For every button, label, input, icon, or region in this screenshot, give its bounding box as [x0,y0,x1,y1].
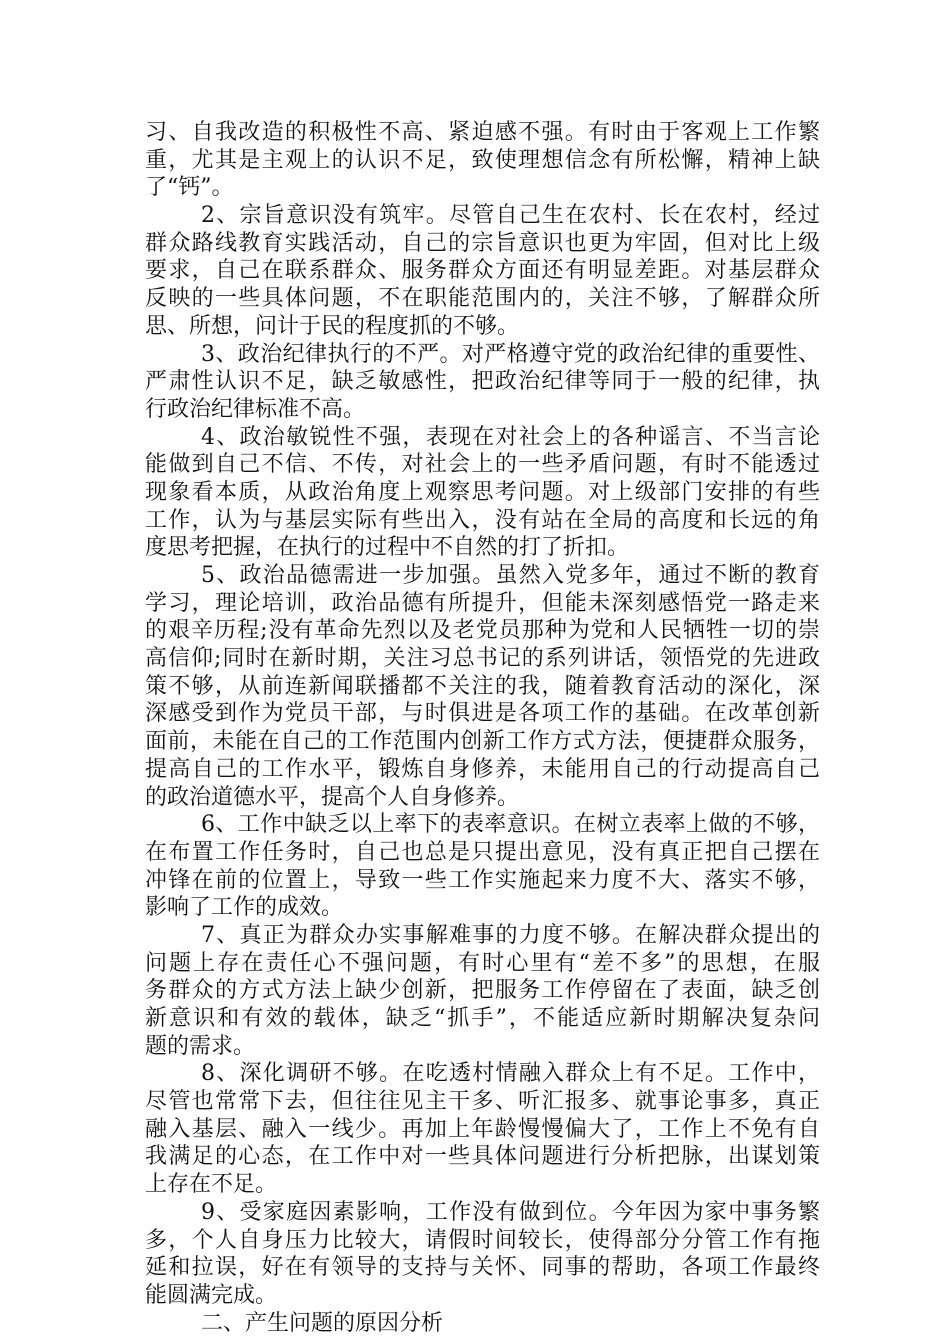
text-line: 3、政治纪律执行的不严。对严格遵守党的政治纪律的重要性、 [201,341,820,367]
paragraph [145,562,820,811]
text-line: 延和拉误，好在有领导的支持与关怀、同事的帮助，各项工作最终 [145,1255,820,1281]
text-line: 我满足的心态，在工作中对一些具体问题进行分析把脉，出谋划策 [145,1144,820,1170]
text-line: 现象看本质，从政治角度上观察思考问题。对上级部门安排的有些 [145,479,820,505]
text-line: 新意识和有效的载体，缺乏“抓手”，不能适应新时期解决复杂问 [145,1006,820,1031]
text-line: 严肃性认识不足，缺乏敏感性，把政治纪律等同于一般的纪律，执 [145,369,820,395]
text-line: 5、政治品德需进一步加强。虽然入党多年，通过不断的教育 [201,563,820,588]
text-line: 思、所想，问计于民的程度抓的不够。 [145,313,520,339]
text-line: 工作，认为与基层实际有些出入，没有站在全局的高度和长远的角 [145,507,820,533]
text-line: 面前，未能在自己的工作范围内创新工作方式方法，便捷群众服务， [145,729,820,755]
text-line: 问题上存在责任心不强问题，有时心里有“差不多”的思想，在服 [145,950,820,976]
paragraph [145,424,820,562]
text-line: 学习，理论培训，政治品德有所提升，但能未深刻感悟党一路走来 [145,590,820,616]
text-line: 群众路线教育实践活动，自己的宗旨意识也更为牢固，但对比上级 [145,230,820,256]
document-body [145,119,820,1337]
paragraph [145,1060,820,1198]
text-line: 能做到自己不信、不传，对社会上的一些矛盾问题，有时不能透过 [145,452,820,478]
text-line: 行政治纪律标准不高。 [145,396,366,422]
text-line: 反映的一些具体问题，不在职能范围内的，关注不够，了解群众所 [145,286,820,312]
text-line: 深感受到作为党员干部，与时俱进是各项工作的基础。在改革创新 [145,701,820,727]
text-line: 重，尤其是主观上的认识不足，致使理想信念有所松懈，精神上缺 [145,147,820,173]
text-line: 融入基层、融入一线少。再加上年龄慢慢偏大了，工作上不免有自 [145,1116,820,1142]
text-line: 了“钙”。 [145,175,234,201]
text-line: 要求，自己在联系群众、服务群众方面还有明显差距。对基层群众 [145,258,820,284]
text-line: 的艰辛历程;没有革命先烈以及老党员那种为党和人民牺牲一切的崇 [145,618,820,644]
text-line: 在布置工作任务时，自己也总是只提出意见，没有真正把自己摆在 [145,839,820,865]
text-line: 8、深化调研不够。在吃透村情融入群众上有不足。工作中， [201,1061,820,1087]
text-line: 2、宗旨意识没有筑牢。尽管自己生在农村、长在农村，经过 [201,203,820,229]
paragraph [145,119,820,202]
text-line: 的政治道德水平，提高个人自身修养。 [145,784,520,810]
paragraph [145,341,820,424]
text-line: 冲锋在前的位置上，导致一些工作实施起来力度不大、落实不够， [145,867,820,893]
text-line: 提高自己的工作水平，锻炼自身修养，未能用自己的行动提高自己 [145,756,820,782]
text-line: 上存在不足。 [145,1172,278,1198]
text-line: 能圆满完成。 [145,1282,278,1308]
text-line: 习、自我改造的积极性不高、紧迫感不强。有时由于客观上工作繁 [145,120,820,145]
paragraph [145,202,820,340]
text-line: 影响了工作的成效。 [145,895,344,921]
text-line: 7、真正为群众办实事解难事的力度不够。在解决群众提出的 [201,922,820,948]
text-line: 6、工作中缺乏以上率下的表率意识。在树立表率上做的不够， [201,812,820,838]
text-line: 题的需求。 [145,1033,256,1059]
text-line: 度思考把握，在执行的过程中不自然的打了折扣。 [145,535,630,561]
text-line: 尽管也常常下去，但往往见主干多、听汇报多、就事论事多，真正 [145,1089,820,1115]
paragraph [145,1199,820,1310]
text-line: 多，个人自身压力比较大，请假时间较长，使得部分分管工作有拖 [145,1227,820,1253]
text-line: 高信仰;同时在新时期，关注习总书记的系列讲话，领悟党的先进政 [145,646,820,672]
paragraph [145,922,820,1060]
section-heading: 二、产生问题的原因分析 [201,1310,444,1336]
paragraph [145,811,820,922]
text-line: 4、政治敏锐性不强，表现在对社会上的各种谣言、不当言论 [201,424,820,450]
text-line: 策不够，从前连新闻联播都不关注的我，随着教育活动的深化，深 [145,673,820,699]
text-line: 9、受家庭因素影响，工作没有做到位。今年因为家中事务繁 [201,1199,820,1225]
text-line: 务群众的方式方法上缺少创新，把服务工作停留在了表面，缺乏创 [145,978,820,1004]
